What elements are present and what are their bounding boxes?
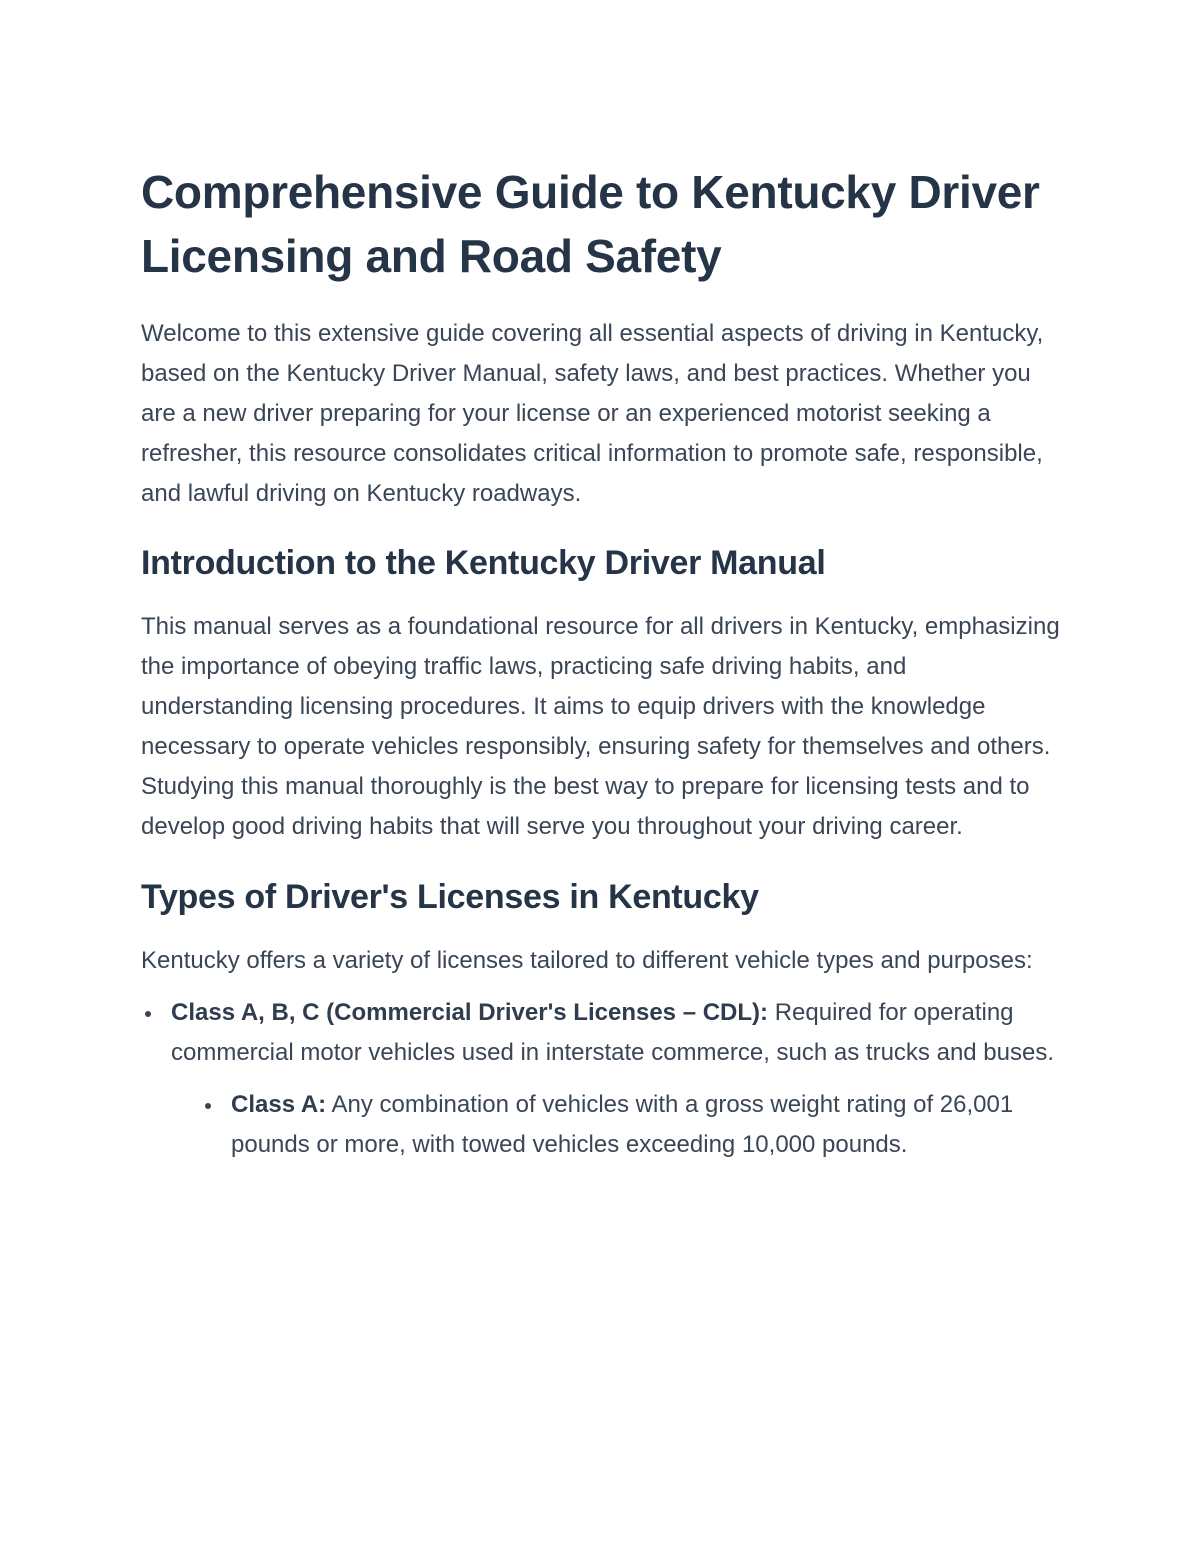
list-item-text: Required for operating commercial motor vehicles used in interstate commerce, such as trucks and buses. [171, 999, 1055, 1066]
section-body-introduction: This manual serves as a foundational resource for all drivers in Kentucky, emphasizing the importance of obeying traffic laws, practicing safe driving habits, and understanding licensing procedures. It aims to equip drivers with the knowledge necessary to operate vehicles responsibly, ensuring safety for themselves and others. Studying this manual thoroughly is the best way to prepare for licensing tests and to develop good driving habits that will serve you throughout your driving career. [141, 613, 1060, 840]
section-body-license-types: Kentucky offers a variety of licenses tailored to different vehicle types and purposes: [141, 947, 1033, 974]
list-item-term: Class A: [231, 1091, 327, 1118]
document-title: Comprehensive Guide to Kentucky Driver Licensing and Road Safety [141, 166, 1040, 282]
list-item-class-a [171, 1085, 1061, 1165]
list-item-cdl [141, 993, 1061, 1165]
bullet-icon [205, 1103, 211, 1109]
list-item-term: Class A, B, C (Commercial Driver's Licenses – CDL): [171, 999, 769, 1026]
license-types-list [141, 993, 1061, 1165]
list-item-text: Any combination of vehicles with a gross weight rating of 26,001 pounds or more, with towed vehicles exceeding 10,000 pounds. [231, 1091, 1014, 1158]
document-page [141, 160, 1061, 1165]
cdl-sublist [171, 1085, 1061, 1165]
section-heading-license-types: Types of Driver's Licenses in Kentucky [141, 878, 759, 916]
bullet-icon [145, 1011, 151, 1017]
intro-paragraph: Welcome to this extensive guide covering all essential aspects of driving in Kentucky, based on the Kentucky Driver Manual, safety laws, and best practices. Whether you are a new driver preparing for your license or an experienced motorist seeking a refresher, this resource consolidates critical information to promote safe, responsible, and lawful driving on Kentucky roadways. [141, 320, 1044, 507]
section-heading-introduction: Introduction to the Kentucky Driver Manual [141, 544, 826, 582]
